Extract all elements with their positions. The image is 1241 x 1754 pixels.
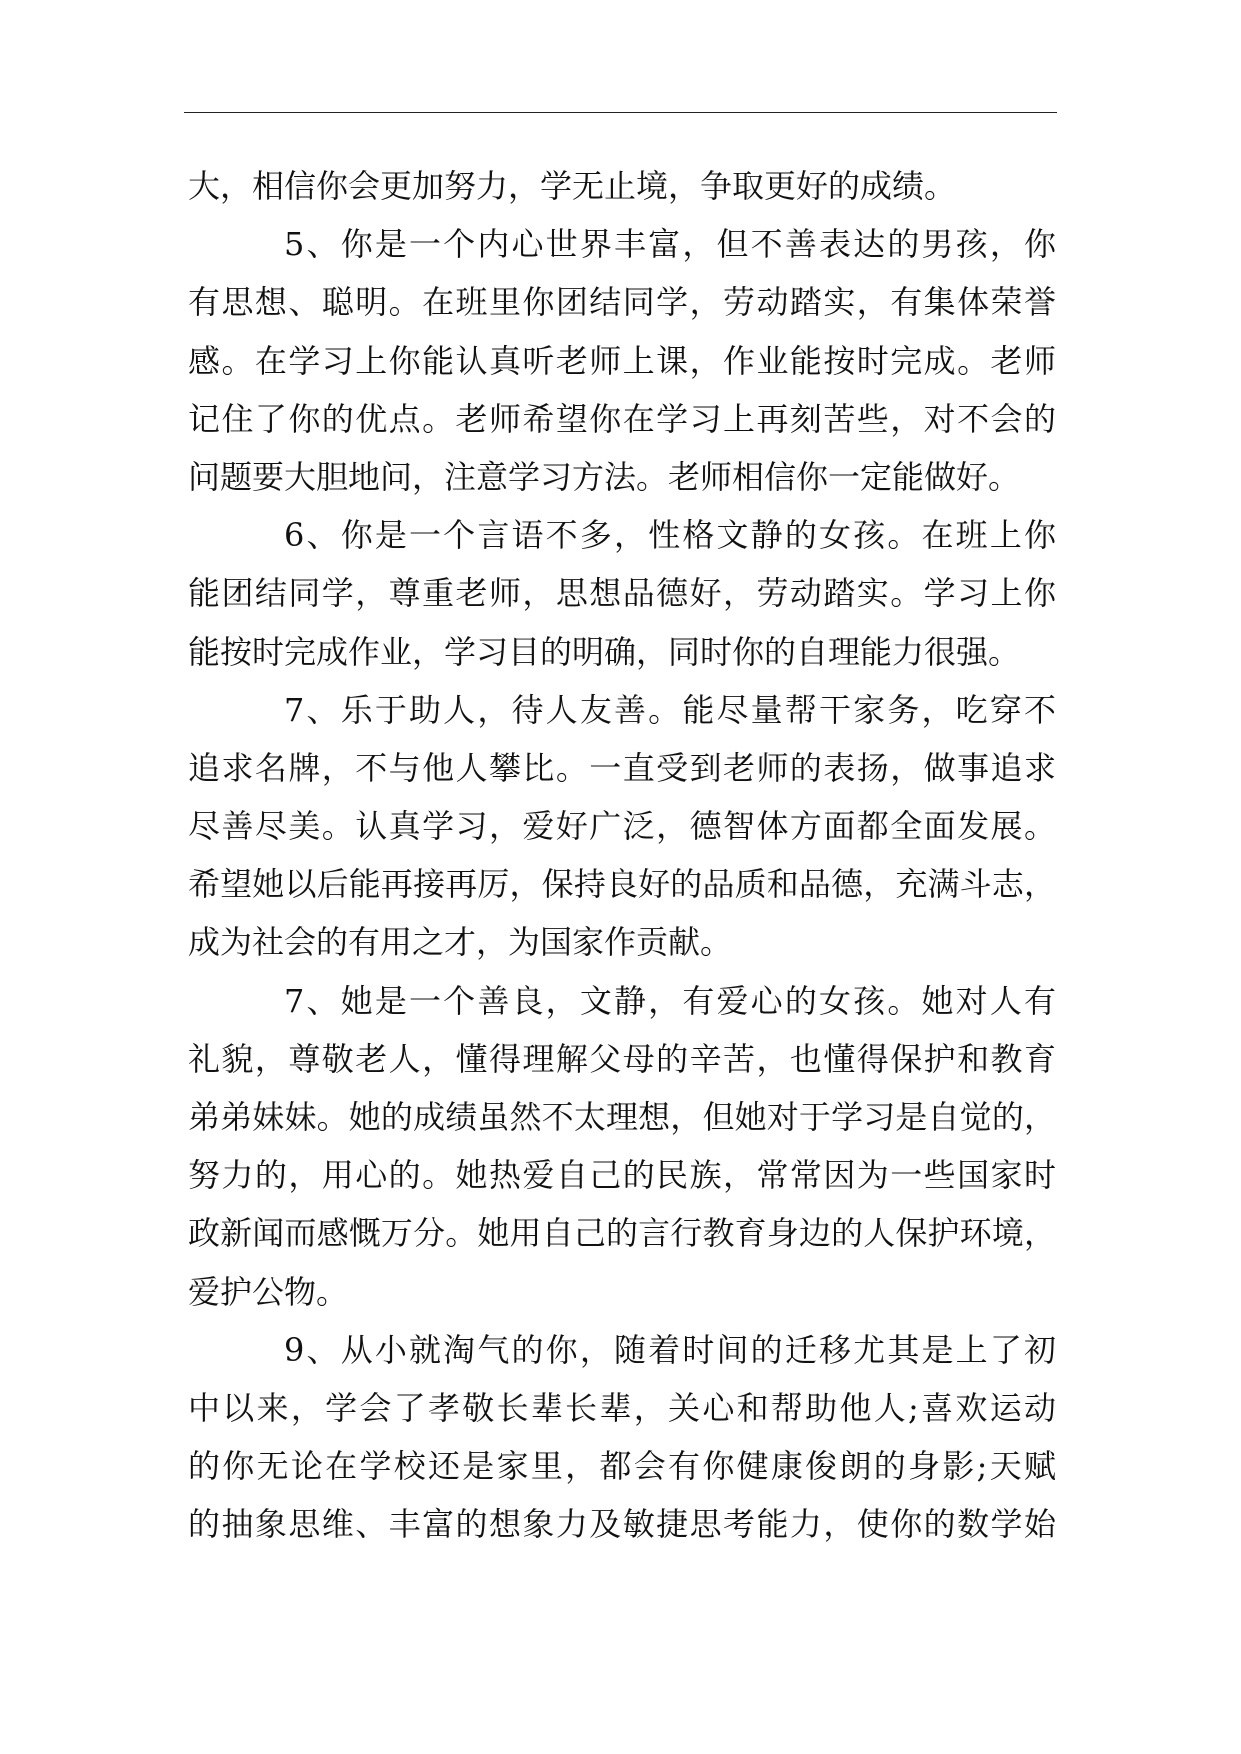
text-line: 7、乐于助人，待人友善。能尽量帮干家务，吃穿不: [284, 690, 1056, 729]
text-line: 礼貌，尊敬老人，懂得理解父母的辛苦，也懂得保护和教育: [188, 1039, 1056, 1078]
text-line: 政新闻而感慨万分。她用自己的言行教育身边的人保护环境，: [188, 1214, 1056, 1253]
text-line: 问题要大胆地问，注意学习方法。老师相信你一定能做好。: [188, 457, 1021, 496]
text-line: 的你无论在学校还是家里，都会有你健康俊朗的身影;天赋: [188, 1447, 1056, 1486]
text-line: 的抽象思维、丰富的想象力及敏捷思考能力，使你的数学始: [188, 1505, 1056, 1544]
text-line: 记住了你的优点。老师希望你在学习上再刻苦些，对不会的: [188, 399, 1056, 438]
paragraph-7b: [188, 972, 1056, 1321]
paragraph-5: [188, 215, 1056, 506]
paragraph-9: [188, 1321, 1056, 1554]
text-line: 7、她是一个善良，文静，有爱心的女孩。她对人有: [284, 981, 1056, 1020]
text-line: 6、你是一个言语不多，性格文静的女孩。在班上你: [284, 516, 1056, 555]
text-line: 追求名牌，不与他人攀比。一直受到老师的表扬，做事追求: [188, 748, 1056, 787]
text-line: 能按时完成作业，学习目的明确，同时你的自理能力很强。: [188, 632, 1021, 671]
text-line: 5、你是一个内心世界丰富，但不善表达的男孩，你: [284, 225, 1056, 264]
text-line: 希望她以后能再接再厉，保持良好的品质和品德，充满斗志，: [188, 865, 1056, 904]
text-line: 感。在学习上你能认真听老师上课，作业能按时完成。老师: [188, 341, 1056, 380]
text-line: 大，相信你会更加努力，学无止境，争取更好的成绩。: [188, 167, 957, 205]
text-line: 能团结同学，尊重老师，思想品德好，劳动踏实。学习上你: [188, 574, 1056, 613]
document-body: [188, 157, 1056, 1554]
paragraph-continued: [188, 157, 1056, 215]
text-line: 爱护公物。: [188, 1272, 349, 1311]
text-line: 弟弟妹妹。她的成绩虽然不太理想，但她对于学习是自觉的，: [188, 1098, 1056, 1136]
paragraph-6: [188, 506, 1056, 681]
header-rule: [184, 112, 1057, 113]
text-line: 成为社会的有用之才，为国家作贡献。: [188, 923, 733, 962]
text-line: 努力的，用心的。她热爱自己的民族，常常因为一些国家时: [188, 1156, 1056, 1195]
text-line: 有思想、聪明。在班里你团结同学，劳动踏实，有集体荣誉: [188, 283, 1056, 322]
text-line: 9、从小就淘气的你，随着时间的迁移尤其是上了初: [284, 1330, 1056, 1369]
text-line: 尽善尽美。认真学习，爱好广泛，德智体方面都全面发展。: [188, 807, 1056, 846]
text-line: 中以来，学会了孝敬长辈长辈，关心和帮助他人;喜欢运动: [188, 1388, 1056, 1427]
paragraph-7a: [188, 681, 1056, 972]
